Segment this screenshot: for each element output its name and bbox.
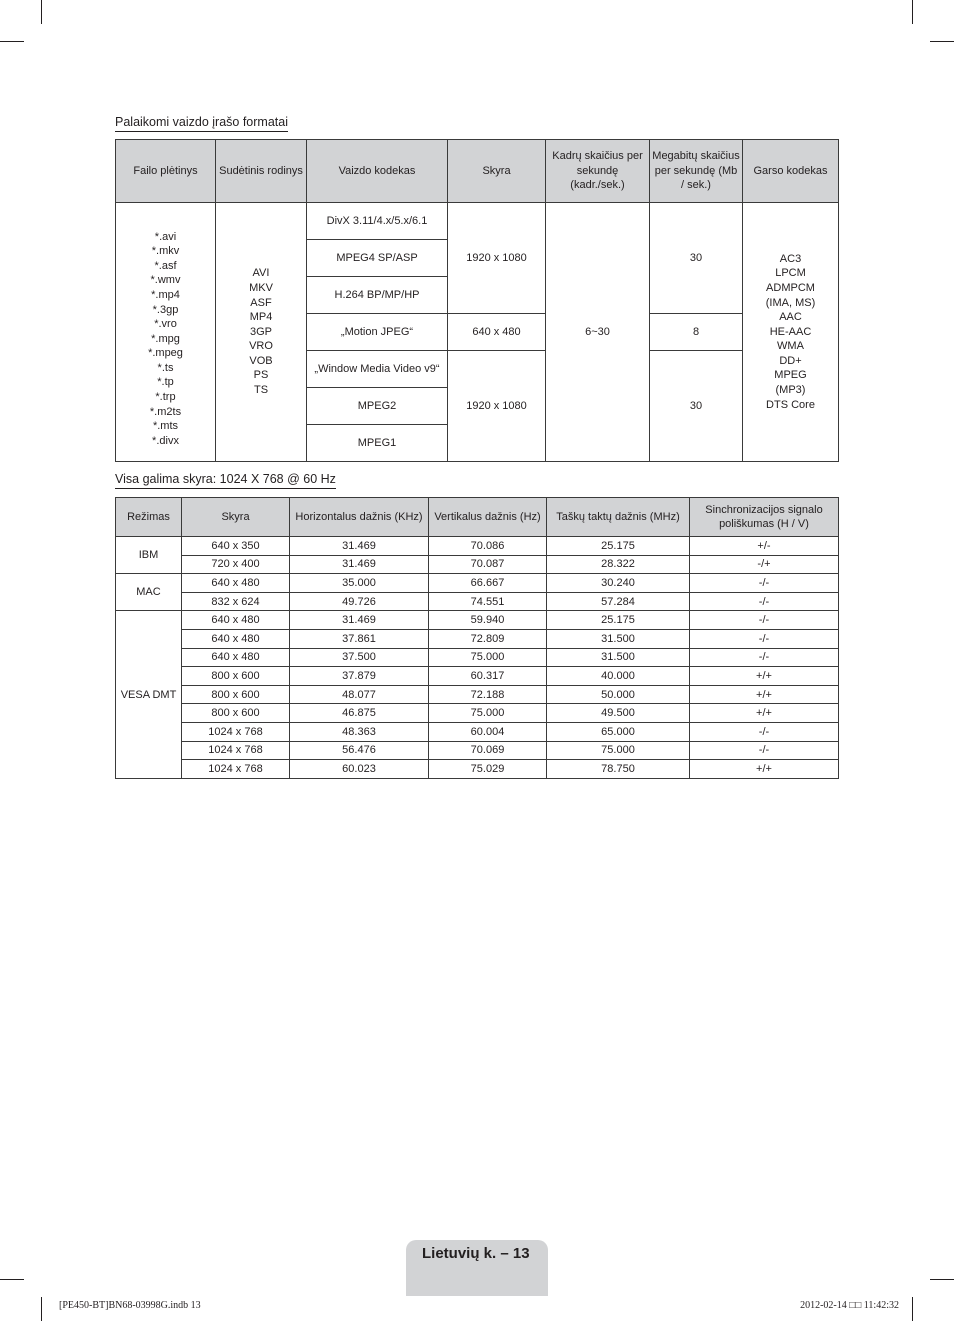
crop-mark: [0, 41, 24, 42]
pc-modes-title: Visa galima skyra: 1024 X 768 @ 60 Hz: [115, 472, 336, 489]
pc-modes-table: [115, 497, 839, 779]
column-header: Sinchronizacijos signalo poliškumas (H / V): [690, 498, 839, 537]
table-cell: 75.000: [429, 704, 547, 723]
table-row: [116, 704, 839, 723]
page-number-tab: [406, 1240, 548, 1296]
table-cell: 50.000: [547, 685, 690, 704]
table-cell: 1024 x 768: [182, 741, 290, 760]
table-cell: 37.879: [290, 667, 429, 686]
column-header: Sudėtinis rodinys: [216, 140, 307, 203]
mode-cell: MAC: [116, 574, 182, 611]
column-header: Garso kodekas: [743, 140, 839, 203]
table-cell: 78.750: [547, 760, 690, 779]
video-formats-title: Palaikomi vaizdo įrašo formatai: [115, 115, 288, 132]
column-header: Kadrų skaičius per sekundę (kadr./sek.): [546, 140, 650, 203]
table-cell: 57.284: [547, 592, 690, 611]
table-cell: 800 x 600: [182, 667, 290, 686]
table-row: [116, 667, 839, 686]
page-number-label: Lietuvių k. – 13: [422, 1245, 530, 1262]
crop-mark: [41, 1297, 42, 1321]
table-cell: 60.023: [290, 760, 429, 779]
table-cell: 640 x 350: [182, 537, 290, 556]
table-cell: 70.086: [429, 537, 547, 556]
table-cell: 59.940: [429, 611, 547, 630]
column-header: Horizontalus dažnis (KHz): [290, 498, 429, 537]
table-cell: 37.500: [290, 648, 429, 667]
table-row: [116, 592, 839, 611]
table-cell: -/-: [690, 592, 839, 611]
column-header: Režimas: [116, 498, 182, 537]
crop-mark: [912, 0, 913, 24]
table-cell: -/-: [690, 648, 839, 667]
column-header: Taškų taktų dažnis (MHz): [547, 498, 690, 537]
containers-cell: AVI MKV ASF MP4 3GP VRO VOB PS TS: [216, 203, 307, 462]
resolution-cell: 1920 x 1080: [448, 203, 546, 314]
table-cell: 74.551: [429, 592, 547, 611]
mode-cell: IBM: [116, 537, 182, 574]
table-cell: 25.175: [547, 537, 690, 556]
table-cell: 30.240: [547, 574, 690, 593]
table-cell: 28.322: [547, 555, 690, 574]
file-extensions-cell: *.avi *.mkv *.asf *.wmv *.mp4 *.3gp *.vro *.mpg *.mpeg *.ts *.tp *.trp *.m2ts *.mts *.divx: [116, 203, 216, 462]
table-cell: +/+: [690, 667, 839, 686]
table-row: [116, 741, 839, 760]
column-header: Vertikalus dažnis (Hz): [429, 498, 547, 537]
codec-cell: MPEG2: [307, 388, 448, 425]
table-cell: 640 x 480: [182, 629, 290, 648]
table-cell: -/-: [690, 741, 839, 760]
table-cell: -/-: [690, 611, 839, 630]
table-cell: 46.875: [290, 704, 429, 723]
column-header: Skyra: [448, 140, 546, 203]
column-header: Vaizdo kodekas: [307, 140, 448, 203]
table-cell: 25.175: [547, 611, 690, 630]
table-row: [116, 685, 839, 704]
table-cell: -/-: [690, 629, 839, 648]
table-cell: 70.069: [429, 741, 547, 760]
table-cell: 37.861: [290, 629, 429, 648]
table-cell: 40.000: [547, 667, 690, 686]
table-cell: 70.087: [429, 555, 547, 574]
table-row: [116, 629, 839, 648]
table-cell: 1024 x 768: [182, 760, 290, 779]
table-cell: 48.077: [290, 685, 429, 704]
crop-mark: [930, 41, 954, 42]
table-cell: 31.500: [547, 629, 690, 648]
table-cell: 60.317: [429, 667, 547, 686]
table-cell: 31.469: [290, 537, 429, 556]
crop-mark: [41, 0, 42, 24]
table-cell: 65.000: [547, 722, 690, 741]
table-cell: 800 x 600: [182, 685, 290, 704]
table-cell: 75.000: [547, 741, 690, 760]
table-cell: -/+: [690, 555, 839, 574]
table-cell: 72.809: [429, 629, 547, 648]
table-cell: 56.476: [290, 741, 429, 760]
table-row: [116, 537, 839, 556]
mbps-cell: 30: [650, 351, 743, 462]
table-cell: 640 x 480: [182, 574, 290, 593]
table-row: [116, 555, 839, 574]
table-cell: 640 x 480: [182, 648, 290, 667]
pc-modes-body: [116, 537, 839, 779]
resolution-cell: 640 x 480: [448, 314, 546, 351]
table-cell: 48.363: [290, 722, 429, 741]
table-row: [116, 203, 839, 240]
print-timestamp: 2012-02-14 □□ 11:42:32: [800, 1300, 899, 1311]
table-cell: +/+: [690, 685, 839, 704]
crop-mark: [0, 1279, 24, 1280]
table-cell: +/-: [690, 537, 839, 556]
mbps-cell: 8: [650, 314, 743, 351]
table-cell: -/-: [690, 722, 839, 741]
table-cell: 832 x 624: [182, 592, 290, 611]
table-cell: 1024 x 768: [182, 722, 290, 741]
table-row: [116, 722, 839, 741]
table-cell: -/-: [690, 574, 839, 593]
table-cell: 31.469: [290, 611, 429, 630]
codec-cell: H.264 BP/MP/HP: [307, 277, 448, 314]
codec-cell: „Motion JPEG“: [307, 314, 448, 351]
mbps-cell: 30: [650, 203, 743, 314]
table-header-row: [116, 140, 839, 203]
table-cell: 31.469: [290, 555, 429, 574]
audio-codecs-cell: AC3 LPCM ADMPCM (IMA, MS) AAC HE-AAC WMA DD+ MPEG (MP3) DTS Core: [743, 203, 839, 462]
table-cell: 60.004: [429, 722, 547, 741]
column-header: Failo plėtinys: [116, 140, 216, 203]
resolution-cell: 1920 x 1080: [448, 351, 546, 462]
print-file-info: [PE450-BT]BN68-03998G.indb 13: [59, 1300, 201, 1311]
table-row: [116, 574, 839, 593]
table-cell: 75.029: [429, 760, 547, 779]
table-cell: +/+: [690, 760, 839, 779]
codec-cell: DivX 3.11/4.x/5.x/6.1: [307, 203, 448, 240]
table-cell: 640 x 480: [182, 611, 290, 630]
fps-cell: 6~30: [546, 203, 650, 462]
mode-cell: VESA DMT: [116, 611, 182, 778]
table-row: [116, 611, 839, 630]
column-header: Skyra: [182, 498, 290, 537]
table-cell: 720 x 400: [182, 555, 290, 574]
table-cell: 800 x 600: [182, 704, 290, 723]
table-cell: 75.000: [429, 648, 547, 667]
table-row: [116, 760, 839, 779]
crop-mark: [930, 1279, 954, 1280]
video-formats-table: [115, 139, 839, 462]
table-row: [116, 648, 839, 667]
crop-mark: [912, 1297, 913, 1321]
table-cell: +/+: [690, 704, 839, 723]
table-header-row: [116, 498, 839, 537]
table-cell: 49.500: [547, 704, 690, 723]
codec-cell: „Window Media Video v9“: [307, 351, 448, 388]
codec-cell: MPEG1: [307, 425, 448, 462]
table-cell: 35.000: [290, 574, 429, 593]
table-cell: 49.726: [290, 592, 429, 611]
table-cell: 72.188: [429, 685, 547, 704]
column-header: Megabitų skaičius per sekundę (Mb / sek.): [650, 140, 743, 203]
codec-cell: MPEG4 SP/ASP: [307, 240, 448, 277]
table-cell: 31.500: [547, 648, 690, 667]
table-cell: 66.667: [429, 574, 547, 593]
